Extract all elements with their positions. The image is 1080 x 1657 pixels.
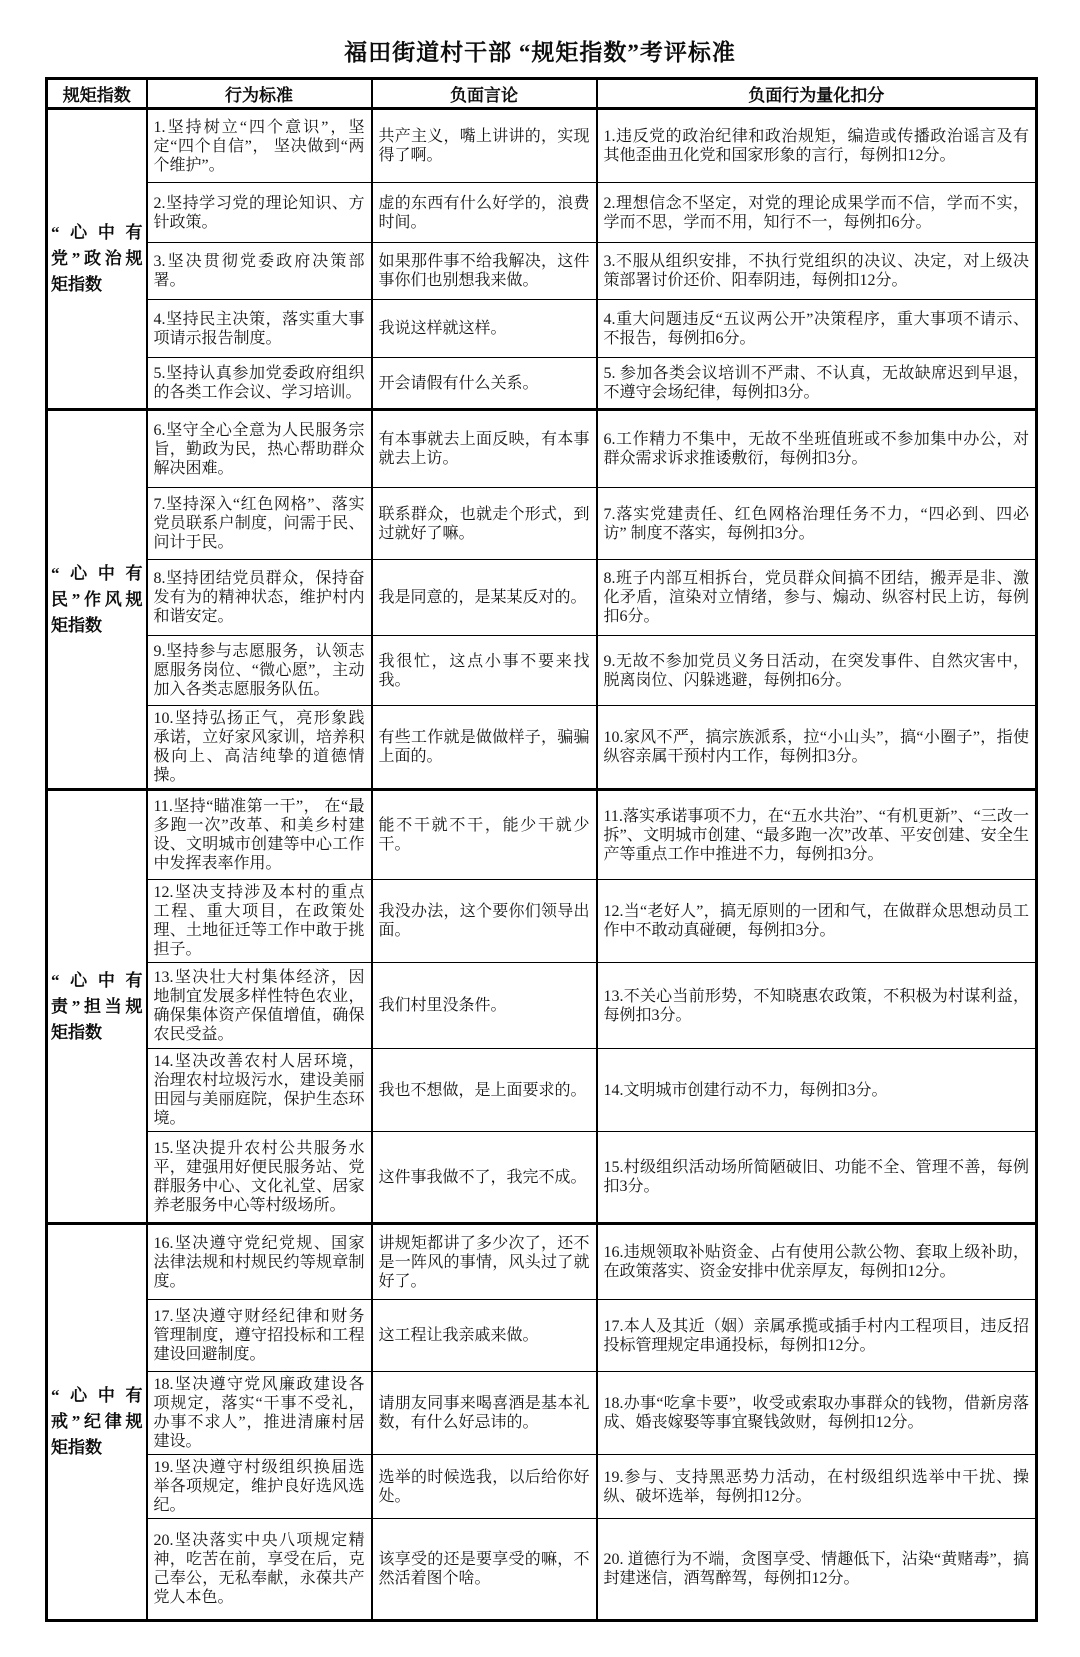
column-header-standard: 行为标准 — [147, 79, 372, 109]
deduction-cell: 2.理想信念不坚定，对党的理论成果学而不信，学而不实，学而不思，学而不用，知行不一，每例扣6分。 — [597, 183, 1037, 243]
deduction-cell: 4.重大问题违反“五议两公开”决策程序，重大事项不请示、不报告，每例扣6分。 — [597, 300, 1037, 358]
standard-cell: 8.坚持团结党员群众，保持奋发有为的精神状态，维护村内和谐安定。 — [147, 560, 372, 636]
evaluation-table — [45, 77, 1038, 1622]
column-header-speech: 负面言论 — [372, 79, 597, 109]
header-row — [47, 79, 1037, 109]
table-row — [47, 488, 1037, 560]
deduction-cell: 13.不关心当前形势，不知晓惠农政策，不积极为村谋利益，每例扣3分。 — [597, 963, 1037, 1049]
deduction-cell: 12.当“老好人”，搞无原则的一团和气，在做群众思想动员工作中不敢动真碰硬，每例扣3分。 — [597, 880, 1037, 963]
table-row — [47, 963, 1037, 1049]
standard-cell: 18.坚决遵守党风廉政建设各项规定，落实“干事不受礼，办事不求人”，推进清廉村居建设。 — [147, 1372, 372, 1455]
table-row — [47, 790, 1037, 880]
table-row — [47, 560, 1037, 636]
speech-cell: 选举的时候选我，以后给你好处。 — [372, 1455, 597, 1519]
deduction-cell: 20. 道德行为不端，贪图享受、情趣低下，沾染“黄赌毒”，搞封建迷信，酒驾醉驾，每例扣12分。 — [597, 1519, 1037, 1621]
deduction-cell: 10.家风不严，搞宗族派系，拉“小山头”，搞“小圈子”，指使纵容亲属干预村内工作，每例扣3分。 — [597, 706, 1037, 790]
speech-cell: 我没办法，这个要你们领导出面。 — [372, 880, 597, 963]
speech-cell: 有些工作就是做做样子，骗骗上面的。 — [372, 706, 597, 790]
standard-cell: 13.坚决壮大村集体经济，因地制宜发展多样性特色农业，确保集体资产保值增值，确保农民受益。 — [147, 963, 372, 1049]
group-label-cell: “心中有戒”纪律规矩指数 — [47, 1224, 147, 1621]
table-row — [47, 300, 1037, 358]
table-row — [47, 109, 1037, 183]
standard-cell: 7.坚持深入“红色网格”、落实党员联系户制度，问需于民、问计于民。 — [147, 488, 372, 560]
standard-cell: 6.坚守全心全意为人民服务宗旨，勤政为民，热心帮助群众解决困难。 — [147, 410, 372, 488]
speech-cell: 该享受的还是要享受的嘛，不然活着图个啥。 — [372, 1519, 597, 1621]
document-page — [45, 0, 1035, 1622]
group-label-cell: “心中有民”作风规矩指数 — [47, 410, 147, 790]
table-row — [47, 243, 1037, 300]
table-row — [47, 183, 1037, 243]
deduction-cell: 15.村级组织活动场所简陋破旧、功能不全、管理不善，每例扣3分。 — [597, 1132, 1037, 1224]
speech-cell: 共产主义，嘴上讲讲的，实现得了啊。 — [372, 109, 597, 183]
speech-cell: 开会请假有什么关系。 — [372, 358, 597, 410]
standard-cell: 5.坚持认真参加党委政府组织的各类工作会议、学习培训。 — [147, 358, 372, 410]
speech-cell: 这件事我做不了，我完不成。 — [372, 1132, 597, 1224]
speech-cell: 我们村里没条件。 — [372, 963, 597, 1049]
standard-cell: 20.坚决落实中央八项规定精神，吃苦在前，享受在后，克己奉公，无私奉献，永葆共产党人本色。 — [147, 1519, 372, 1621]
standard-cell: 2.坚持学习党的理论知识、方针政策。 — [147, 183, 372, 243]
speech-cell: 我也不想做，是上面要求的。 — [372, 1049, 597, 1132]
speech-cell: 我是同意的，是某某反对的。 — [372, 560, 597, 636]
standard-cell: 19.坚决遵守村级组织换届选举各项规定，维护良好选风选纪。 — [147, 1455, 372, 1519]
standard-cell: 15.坚决提升农村公共服务水平，建强用好便民服务站、党群服务中心、文化礼堂、居家养老服务中心等村级场所。 — [147, 1132, 372, 1224]
standard-cell: 1.坚持树立“四个意识”，坚定“四个自信”， 坚决做到“两个维护”。 — [147, 109, 372, 183]
table-row — [47, 1049, 1037, 1132]
table-row — [47, 1519, 1037, 1621]
standard-cell: 10.坚持弘扬正气，亮形象践承诺，立好家风家训，培养积极向上、高洁纯挚的道德情操。 — [147, 706, 372, 790]
table-row — [47, 706, 1037, 790]
document-title: 福田街道村干部 “规矩指数”考评标准 — [344, 40, 736, 65]
table-row — [47, 1132, 1037, 1224]
deduction-cell: 18.办事“吃拿卡要”，收受或索取办事群众的钱物，借新房落成、婚丧嫁娶等事宜聚钱敛财，每例扣12分。 — [597, 1372, 1037, 1455]
table-row — [47, 410, 1037, 488]
standard-cell: 11.坚持“瞄准第一干”， 在“最多跑一次”改革、和美乡村建设、文明城市创建等中心工作中发挥表率作用。 — [147, 790, 372, 880]
deduction-cell: 8.班子内部互相拆台，党员群众间搞不团结，搬弄是非、激化矛盾，渲染对立情绪，参与、煽动、纵容村民上访，每例扣6分。 — [597, 560, 1037, 636]
speech-cell: 讲规矩都讲了多少次了，还不是一阵风的事情，风头过了就好了。 — [372, 1224, 597, 1300]
deduction-cell: 1.违反党的政治纪律和政治规矩，编造或传播政治谣言及有其他歪曲丑化党和国家形象的言行，每例扣12分。 — [597, 109, 1037, 183]
deduction-cell: 16.违规领取补贴资金、占有使用公款公物、套取上级补助，在政策落实、资金安排中优亲厚友，每例扣12分。 — [597, 1224, 1037, 1300]
deduction-cell: 17.本人及其近（姻）亲属承揽或插手村内工程项目，违反招投标管理规定串通投标，每例扣12分。 — [597, 1300, 1037, 1372]
table-row — [47, 636, 1037, 706]
speech-cell: 这工程让我亲戚来做。 — [372, 1300, 597, 1372]
table-row — [47, 1372, 1037, 1455]
column-header-deduction: 负面行为量化扣分 — [597, 79, 1037, 109]
speech-cell: 有本事就去上面反映，有本事就去上访。 — [372, 410, 597, 488]
standard-cell: 9.坚持参与志愿服务，认领志愿服务岗位、“微心愿”，主动加入各类志愿服务队伍。 — [147, 636, 372, 706]
table-row — [47, 1224, 1037, 1300]
table-row — [47, 880, 1037, 963]
standard-cell: 16.坚决遵守党纪党规、国家法律法规和村规民约等规章制度。 — [147, 1224, 372, 1300]
speech-cell: 我说这样就这样。 — [372, 300, 597, 358]
speech-cell: 请朋友同事来喝喜酒是基本礼数，有什么好忌讳的。 — [372, 1372, 597, 1455]
deduction-cell: 9.无故不参加党员义务日活动，在突发事件、自然灾害中，脱离岗位、闪躲逃避，每例扣6分。 — [597, 636, 1037, 706]
deduction-cell: 6.工作精力不集中，无故不坐班值班或不参加集中办公，对群众需求诉求推诿敷衍，每例扣3分。 — [597, 410, 1037, 488]
deduction-cell: 5. 参加各类会议培训不严肃、不认真，无故缺席迟到早退，不遵守会场纪律，每例扣3分。 — [597, 358, 1037, 410]
standard-cell: 12.坚决支持涉及本村的重点工程、重大项目，在政策处理、土地征迁等工作中敢于挑担子。 — [147, 880, 372, 963]
column-header-index: 规矩指数 — [47, 79, 147, 109]
deduction-cell: 11.落实承诺事项不力，在“五水共治”、“有机更新”、“三改一拆”、文明城市创建、“最多跑一次”改革、平安创建、安全生产等重点工作中推进不力，每例扣3分。 — [597, 790, 1037, 880]
speech-cell: 能不干就不干，能少干就少干。 — [372, 790, 597, 880]
table-row — [47, 358, 1037, 410]
table-row — [47, 1300, 1037, 1372]
deduction-cell: 19.参与、支持黑恶势力活动，在村级组织选举中干扰、操纵、破坏选举，每例扣12分。 — [597, 1455, 1037, 1519]
table-row — [47, 1455, 1037, 1519]
speech-cell: 我很忙，这点小事不要来找我。 — [372, 636, 597, 706]
group-label-cell: “心中有责”担当规矩指数 — [47, 790, 147, 1224]
speech-cell: 联系群众，也就走个形式，到过就好了嘛。 — [372, 488, 597, 560]
deduction-cell: 3.不服从组织安排，不执行党组织的决议、决定，对上级决策部署讨价还价、阳奉阴违，每例扣12分。 — [597, 243, 1037, 300]
standard-cell: 4.坚持民主决策，落实重大事项请示报告制度。 — [147, 300, 372, 358]
speech-cell: 如果那件事不给我解决，这件事你们也别想我来做。 — [372, 243, 597, 300]
standard-cell: 14.坚决改善农村人居环境，治理农村垃圾污水，建设美丽田园与美丽庭院，保护生态环境。 — [147, 1049, 372, 1132]
deduction-cell: 14.文明城市创建行动不力，每例扣3分。 — [597, 1049, 1037, 1132]
group-label-cell: “心中有党”政治规矩指数 — [47, 109, 147, 410]
speech-cell: 虚的东西有什么好学的，浪费时间。 — [372, 183, 597, 243]
standard-cell: 3.坚决贯彻党委政府决策部署。 — [147, 243, 372, 300]
deduction-cell: 7.落实党建责任、红色网格治理任务不力，“四必到、四必访” 制度不落实，每例扣3分。 — [597, 488, 1037, 560]
standard-cell: 17.坚决遵守财经纪律和财务管理制度，遵守招投标和工程建设回避制度。 — [147, 1300, 372, 1372]
